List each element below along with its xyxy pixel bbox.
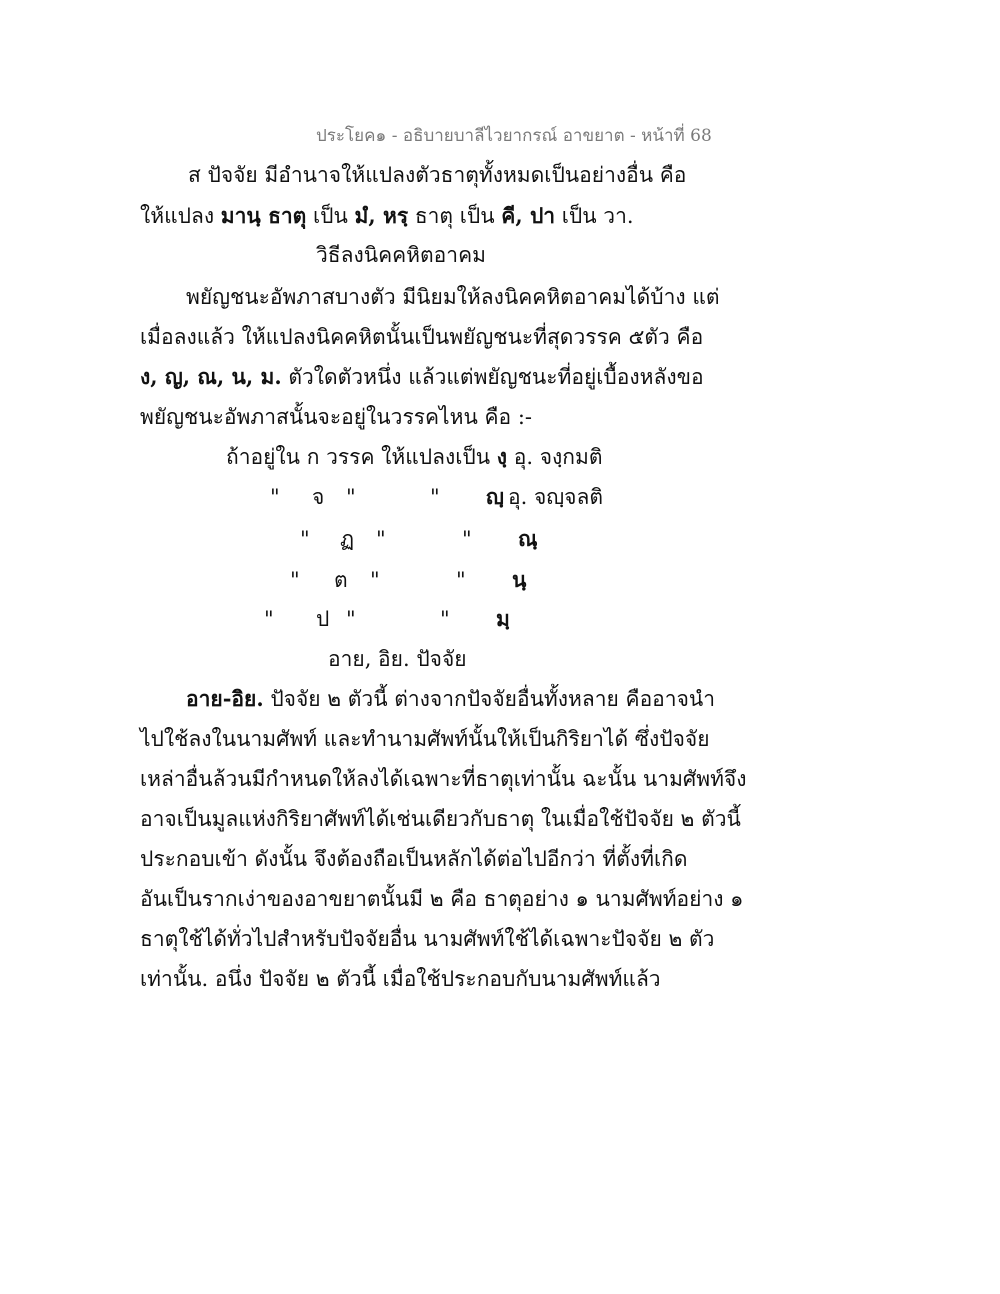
paragraph-line: พยัญชนะอัพภาสนั้นจะอยู่ในวรรคไหน คือ :- bbox=[140, 405, 532, 429]
text-run: เป็น วา. bbox=[555, 204, 634, 228]
bold-term: ญฺ bbox=[486, 484, 504, 509]
text-run: อุ. จงฺกมติ bbox=[507, 445, 603, 469]
ditto-mark: " bbox=[440, 607, 450, 631]
varga-letter: ป bbox=[316, 607, 330, 631]
ditto-mark: " bbox=[376, 527, 386, 551]
paragraph-line bbox=[140, 362, 704, 392]
paragraph-line: ประกอบเข้า ดังนั้น จึงต้องถือเป็นหลักได้ต่อไปอีกว่า ที่ตั้งที่เกิด bbox=[140, 847, 688, 871]
section-heading: อาย, อิย. ปัจจัย bbox=[328, 647, 467, 671]
paragraph-line bbox=[140, 201, 634, 231]
varga-letter: ฏ bbox=[340, 527, 355, 551]
table-row bbox=[226, 442, 602, 472]
paragraph-line: ธาตุใช้ได้ทั่วไปสำหรับปัจจัยอื่น นามศัพท์ใช้ได้เฉพาะปัจจัย ๒ ตัว bbox=[140, 927, 715, 951]
paragraph-line: อาจเป็นมูลแห่งกิริยาศัพท์ได้เช่นเดียวกับธาตุ ในเมื่อใช้ปัจจัย ๒ ตัวนี้ bbox=[140, 807, 741, 831]
paragraph-line: ไปใช้ลงในนามศัพท์ และทำนามศัพท์นั้นให้เป็นกิริยาได้ ซึ่งปัจจัย bbox=[140, 727, 710, 751]
ditto-mark: " bbox=[270, 485, 280, 509]
bold-term: มฺ bbox=[496, 606, 510, 631]
text-run: เป็น bbox=[306, 204, 355, 228]
bold-term: มานฺ ธาตุ bbox=[220, 203, 307, 228]
paragraph-line: พยัญชนะอัพภาสบางตัว มีนิยมให้ลงนิคคหิตอาคมได้บ้าง แต่ bbox=[186, 285, 720, 309]
ditto-mark: " bbox=[430, 485, 440, 509]
ditto-mark: " bbox=[462, 527, 472, 551]
text-run: ธาตุ เป็น bbox=[408, 204, 502, 228]
ditto-mark: " bbox=[264, 607, 274, 631]
text-run: ตัวใดตัวหนึ่ง แล้วแต่พยัญชนะที่อยู่เบื้องหลังขอ bbox=[281, 365, 704, 389]
bold-term: นฺ bbox=[512, 567, 527, 592]
ditto-mark: " bbox=[300, 527, 310, 551]
text-run: ถ้าอยู่ใน ก วรรค ให้แปลงเป็น bbox=[226, 445, 497, 469]
ditto-mark: " bbox=[456, 568, 466, 592]
bold-term: คี, ปา bbox=[501, 203, 556, 228]
text-run: ปัจจัย ๒ ตัวนี้ ต่างจากปัจจัยอื่นทั้งหลาย คืออาจนำ bbox=[263, 687, 716, 711]
bold-term: มํ, หรฺ bbox=[354, 203, 409, 228]
bold-term: งฺ bbox=[496, 444, 508, 469]
paragraph-line: เมื่อลงแล้ว ให้แปลงนิคคหิตนั้นเป็นพยัญชนะที่สุดวรรค ๕ตัว คือ bbox=[140, 325, 704, 349]
bold-term: อาย-อิย. bbox=[186, 686, 264, 711]
ditto-mark: " bbox=[346, 485, 356, 509]
paragraph-line bbox=[186, 684, 715, 714]
text-run: ให้แปลง bbox=[140, 204, 221, 228]
paragraph-line: ส ปัจจัย มีอำนาจให้แปลงตัวธาตุทั้งหมดเป็นอย่างอื่น คือ bbox=[188, 163, 687, 187]
varga-letter: จ bbox=[312, 485, 325, 509]
paragraph-line: อันเป็นรากเง่าของอาขยาตนั้นมี ๒ คือ ธาตุอย่าง ๑ นามศัพท์อย่าง ๑ bbox=[140, 887, 744, 911]
bold-term: ณฺ bbox=[518, 526, 538, 551]
ditto-mark: " bbox=[370, 568, 380, 592]
paragraph-line: เหล่าอื่นล้วนมีกำหนดให้ลงได้เฉพาะที่ธาตุเท่านั้น ฉะนั้น นามศัพท์จึง bbox=[140, 767, 747, 791]
bold-term: ง, ญ, ณ, น, ม. bbox=[140, 364, 282, 389]
example-text: อุ. จญฺจลติ bbox=[508, 485, 603, 509]
ditto-mark: " bbox=[290, 568, 300, 592]
ditto-mark: " bbox=[346, 607, 356, 631]
page-header: ประโยค๑ - อธิบายบาลีไวยากรณ์ อาขยาต - หน้าที่ 68 bbox=[316, 126, 712, 146]
varga-letter: ต bbox=[334, 568, 348, 592]
section-heading: วิธีลงนิคคหิตอาคม bbox=[316, 243, 486, 267]
paragraph-line: เท่านั้น. อนึ่ง ปัจจัย ๒ ตัวนี้ เมื่อใช้ประกอบกับนามศัพท์แล้ว bbox=[140, 967, 661, 991]
